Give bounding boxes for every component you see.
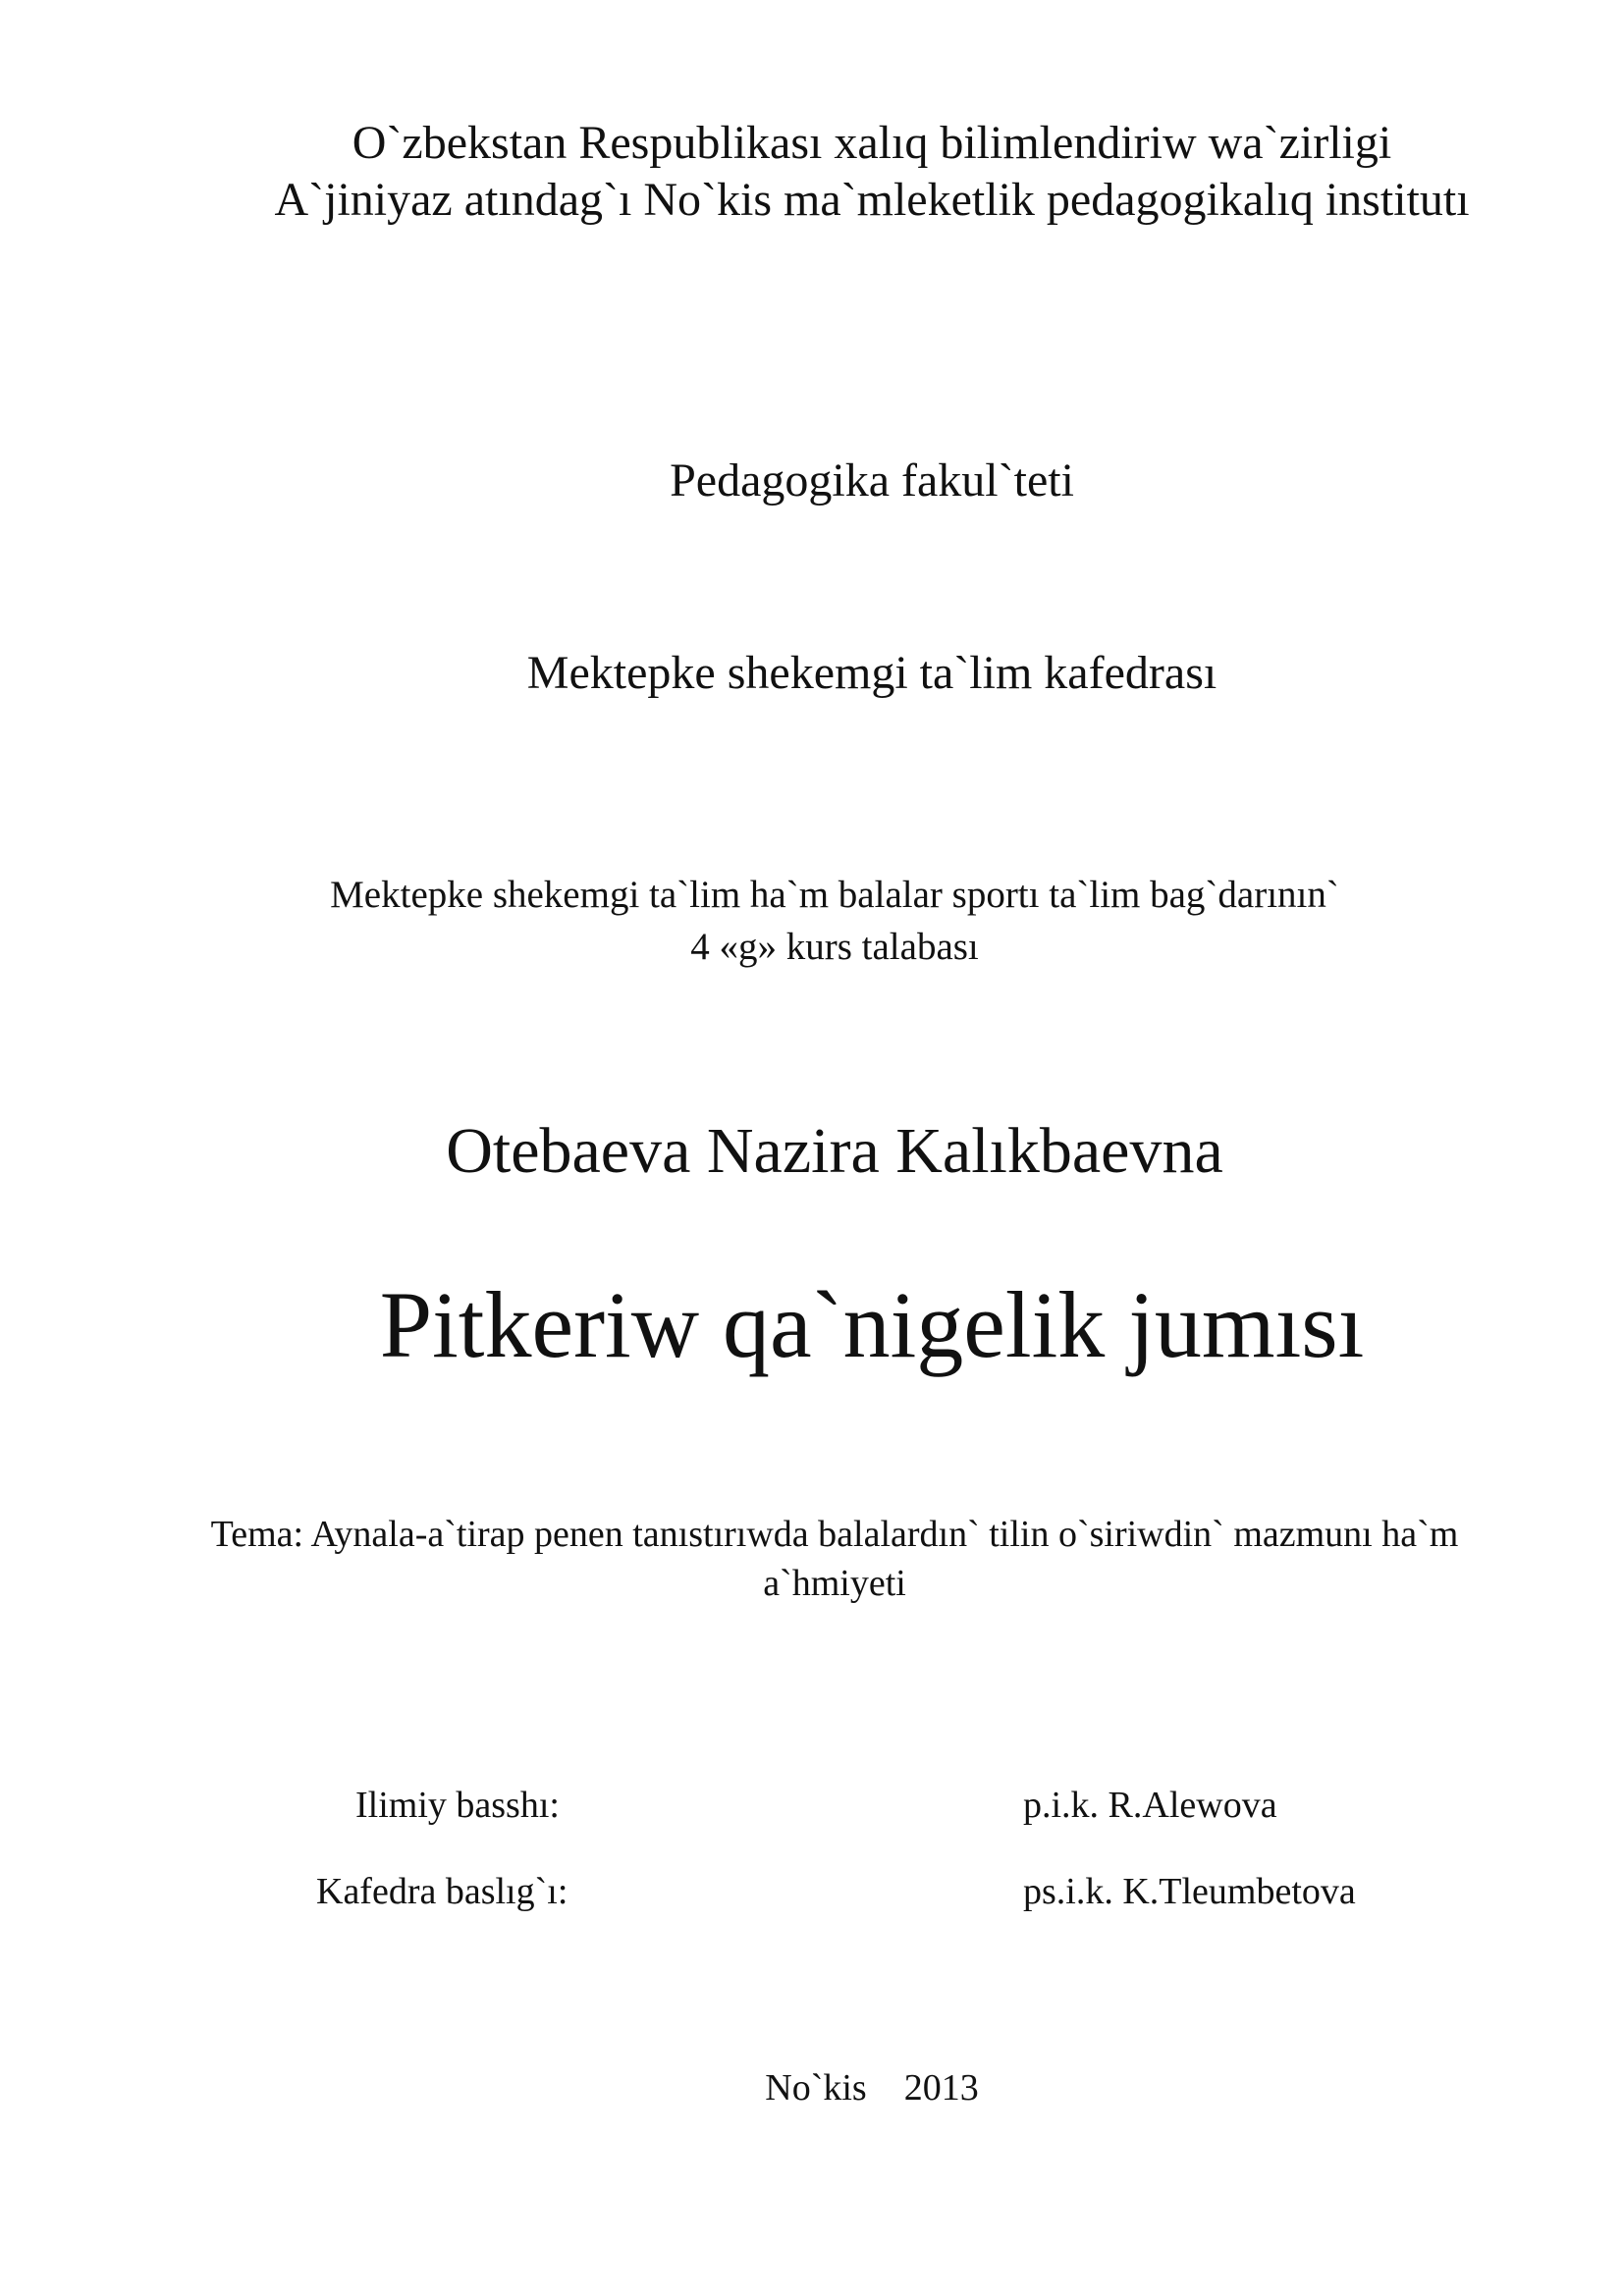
student-course: 4 «g» kurs talabası [690,926,979,968]
topic-line-1: Tema: Aynala-a`tirap penen tanıstırıwda balalardın` tilin o`siriwdin` mazmunı ha`m [210,1514,1459,1555]
institute-heading: A`jiniyaz atındag`ı No`kis ma`mleketlik pedagogikalıq institutı [274,174,1470,226]
department-head-label: Kafedra baslıg`ı: [316,1871,568,1912]
footer-place-date [0,2069,1623,2107]
department-name: Mektepke shekemgi ta`lim kafedrası [526,647,1217,699]
footer-city: No`kis [765,2067,867,2109]
student-program: Mektepke shekemgi ta`lim ha`m balalar sportı ta`lim bag`darının` [330,874,1339,916]
department-head-value: ps.i.k. K.Tleumbetova [1023,1871,1356,1912]
work-title: Pitkeriw qa`nigelik jumısı [379,1272,1365,1377]
ministry-heading: O`zbekstan Respublikası xalıq bilimlendiriw wa`zirligi [352,117,1392,169]
supervisor-value: p.i.k. R.Alewova [1023,1785,1277,1826]
supervisor-label: Ilimiy basshı: [355,1785,560,1826]
footer-year: 2013 [903,2067,979,2109]
faculty-name: Pedagogika fakul`teti [670,454,1074,507]
student-name: Otebaeva Nazira Kalıkbaevna [446,1115,1223,1187]
topic-line-2: a`hmiyeti [763,1563,906,1604]
